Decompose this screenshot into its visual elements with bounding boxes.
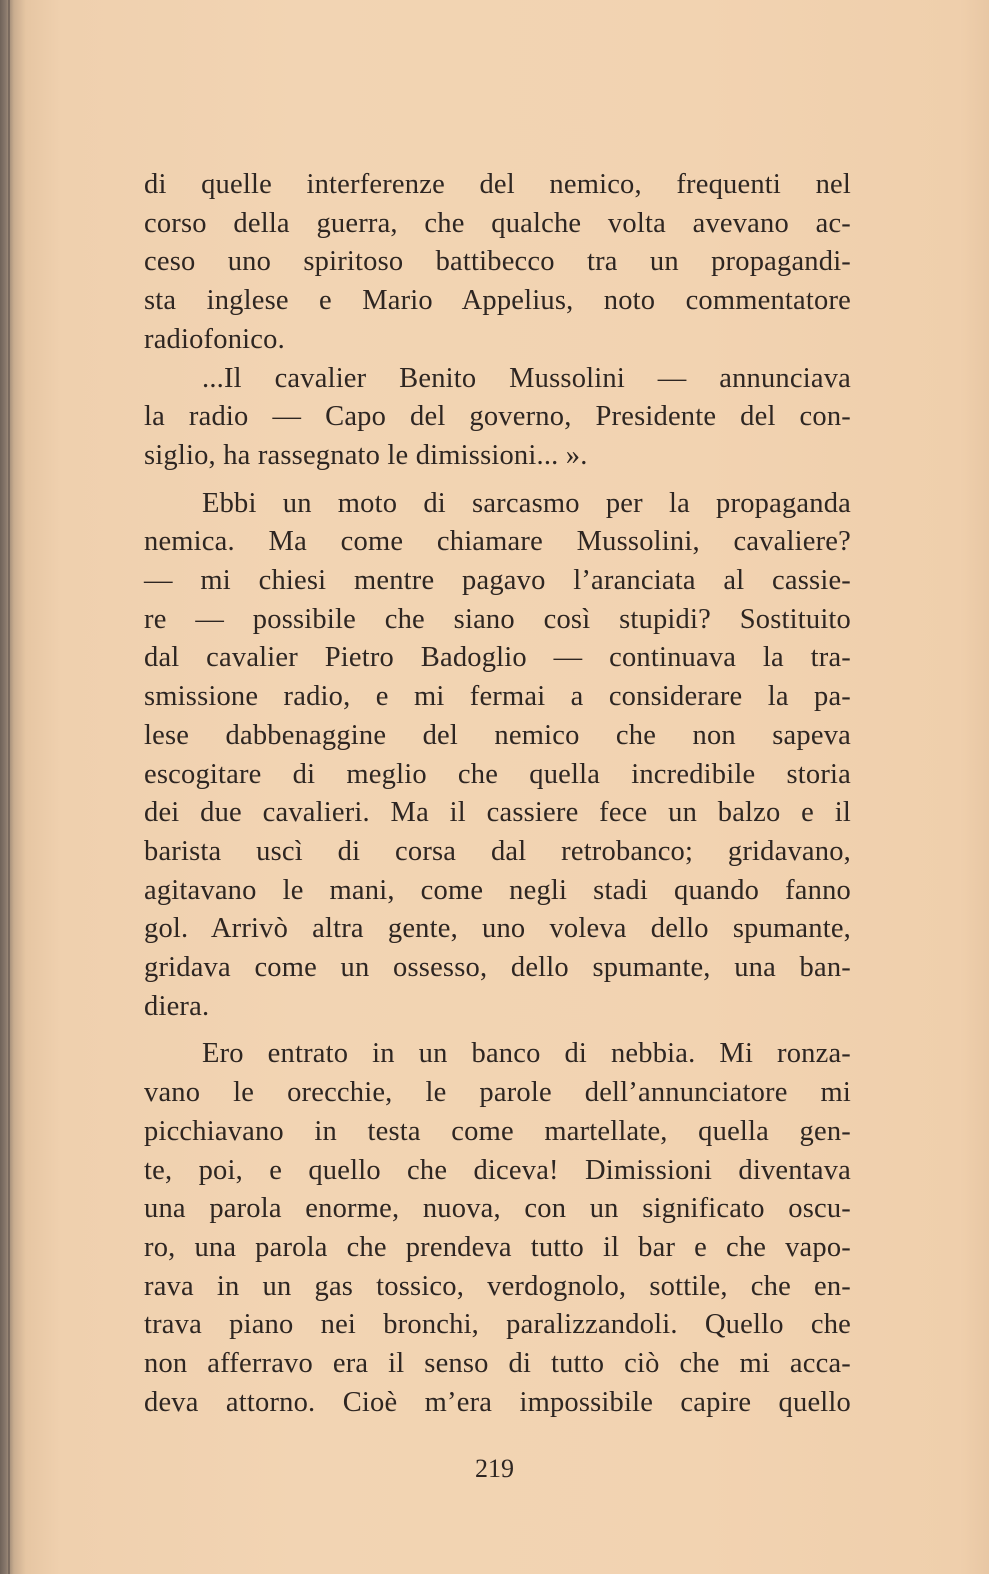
paragraph-4 <box>144 1035 851 1422</box>
text-line: corso della guerra, che qualche volta avevano ac- <box>144 207 851 239</box>
text-line: te, poi, e quello che diceva! Dimissioni diventava <box>144 1154 851 1186</box>
text-line: siglio, ha rassegnato le dimissioni... ». <box>144 439 588 471</box>
body-text <box>144 166 851 1423</box>
paragraph-2 <box>144 360 851 476</box>
book-spine-shadow <box>8 0 10 1574</box>
paragraph-gap <box>144 476 851 485</box>
text-line: dal cavalier Pietro Badoglio — continuava la tra- <box>144 642 851 674</box>
text-line: — mi chiesi mentre pagavo l’aranciata al cassie- <box>144 565 851 597</box>
text-line: radiofonico. <box>144 323 285 355</box>
text-line: ceso uno spiritoso battibecco tra un propagandi- <box>144 246 851 278</box>
text-line: dei due cavalieri. Ma il cassiere fece un balzo e il <box>144 797 851 829</box>
text-line: nemica. Ma come chiamare Mussolini, cavaliere? <box>144 526 851 558</box>
text-line: trava piano nei bronchi, paralizzandoli. Quello che <box>144 1309 851 1341</box>
text-line: diera. <box>144 990 210 1022</box>
text-line: smissione radio, e mi fermai a considerare la pa- <box>144 681 851 713</box>
paragraph-gap <box>144 1026 851 1035</box>
text-line: la radio — Capo del governo, Presidente del con- <box>144 401 851 433</box>
text-line: deva attorno. Cioè m’era impossibile capire quello <box>144 1386 851 1418</box>
text-line: agitavano le mani, come negli stadi quando fanno <box>144 874 851 906</box>
text-line: barista uscì di corsa dal retrobanco; gridavano, <box>144 835 851 867</box>
paragraph-1 <box>144 166 851 360</box>
text-line: gol. Arrivò altra gente, uno voleva dello spumante, <box>144 913 851 945</box>
text-line: lese dabbenaggine del nemico che non sapeva <box>144 719 851 751</box>
text-line: re — possibile che siano così stupidi? Sostituito <box>144 603 851 635</box>
text-line: sta inglese e Mario Appelius, noto commentatore <box>144 285 851 317</box>
text-line: non afferravo era il senso di tutto ciò che mi acca- <box>144 1348 851 1380</box>
text-line: gridava come un ossesso, dello spumante, una ban- <box>144 952 851 984</box>
text-line: picchiavano in testa come martellate, quella gen- <box>144 1115 851 1147</box>
text-line: di quelle interferenze del nemico, frequenti nel <box>144 169 851 200</box>
text-line: Ebbi un moto di sarcasmo per la propaganda <box>202 487 851 519</box>
text-line: ro, una parola che prendeva tutto il bar e che vapo- <box>144 1231 851 1263</box>
page-number: 219 <box>475 1454 514 1483</box>
text-line: escogitare di meglio che quella incredibile storia <box>144 758 851 790</box>
text-line: ...Il cavalier Benito Mussolini — annunciava <box>202 362 851 394</box>
text-line: una parola enorme, nuova, con un significato oscu- <box>144 1193 851 1225</box>
paragraph-3 <box>144 485 851 1027</box>
text-line: rava in un gas tossico, verdognolo, sottile, che en- <box>144 1270 851 1302</box>
text-line: vano le orecchie, le parole dell’annunciatore mi <box>144 1077 851 1109</box>
text-line: Ero entrato in un banco di nebbia. Mi ronza- <box>202 1038 851 1070</box>
